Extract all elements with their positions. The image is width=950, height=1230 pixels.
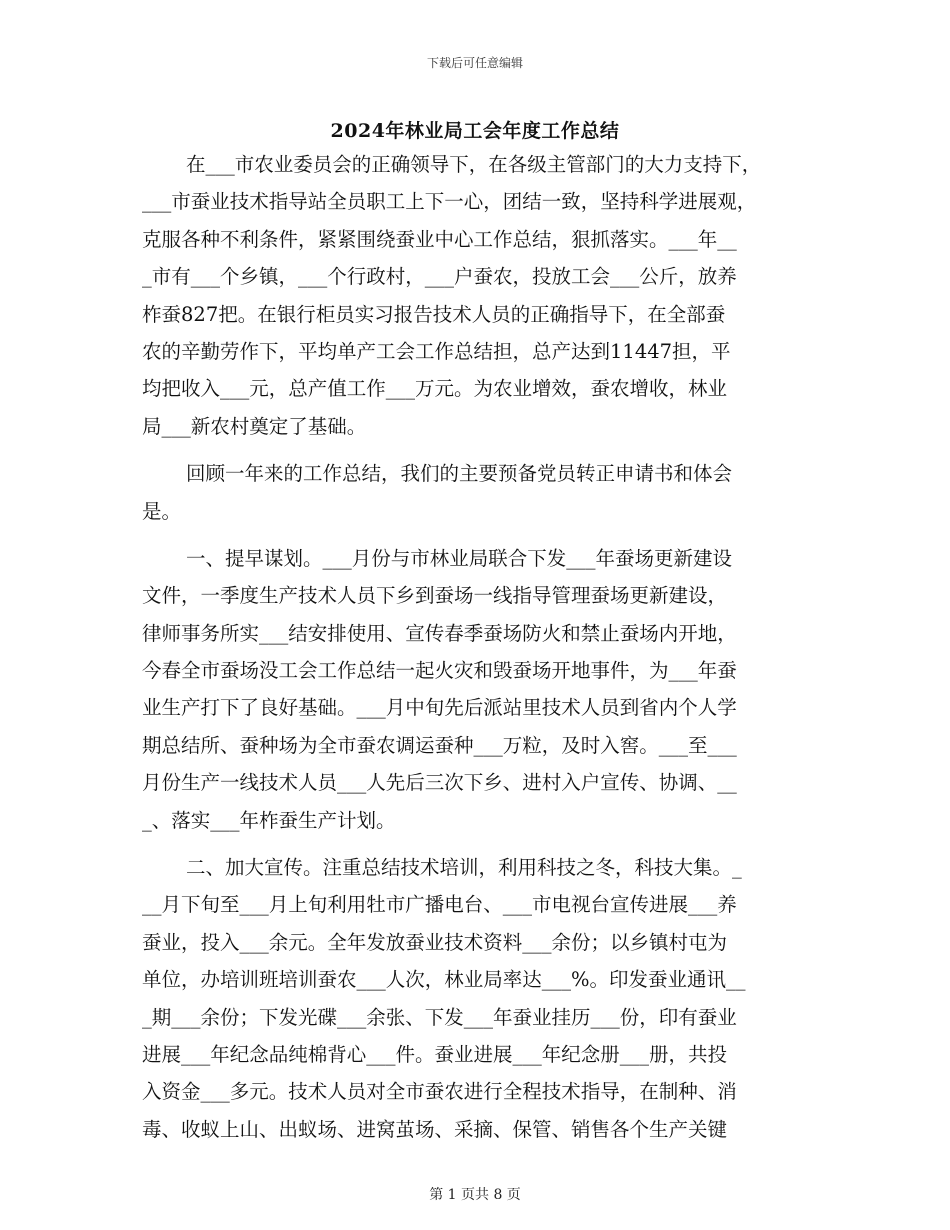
header-note: 下载后可任意编辑 [426, 56, 523, 70]
text-line: 今春全市蚕场没工会工作总结一起火灾和毁蚕场开地事件，为___年蚕 [142, 659, 737, 683]
text-line: 蚕业，投入___余元。全年发放蚕业技术资料___余份；以乡镇村屯为 [142, 930, 728, 954]
text-line: 月份生产一线技术人员___人先后三次下乡、进村入户宣传、协调、__ [142, 771, 737, 795]
text-line: 期总结所、蚕种场为全市蚕农调运蚕种___万粒，及时入窖。___至___ [142, 733, 737, 757]
document-body [142, 146, 810, 1148]
page-footer: 第 1 页共 8 页 [429, 1187, 521, 1203]
text-line: 文件，一季度生产技术人员下乡到蚕场一线指导管理蚕场更新建设， [142, 584, 728, 608]
paragraph-1 [142, 146, 810, 445]
text-line: 二、加大宣传。注重总结技术培训，利用科技之冬，科技大集。_ [186, 856, 742, 880]
text-line: 在___市农业委员会的正确领导下，在各级主管部门的大力支持下， [186, 153, 762, 176]
text-line: _市有___个乡镇，___个行政村，___户蚕农，投放工会___公斤，放养 [142, 265, 737, 289]
paragraph-3 [142, 540, 810, 839]
text-line: 克服各种不利条件，紧紧围绕蚕业中心工作总结，狠抓落实。___年__ [142, 227, 737, 251]
text-line: 入资金___多元。技术人员对全市蚕农进行全程技术指导，在制种、消 [142, 1080, 737, 1104]
document-title: 2024年林业局工会年度工作总结 [330, 120, 620, 142]
text-line: 农的辛勤劳作下，平均单产工会工作总结担，总产达到11447担，平 [142, 339, 731, 363]
text-line: 进展___年纪念品纯棉背心___件。蚕业进展___年纪念册___册，共投 [142, 1042, 728, 1066]
text-line: ___市蚕业技术指导站全员职工上下一心，团结一致，坚持科学进展观， [142, 190, 757, 214]
text-line: 一、提早谋划。___月份与市林业局联合下发___年蚕场更新建设 [186, 546, 733, 570]
paragraph-2 [142, 455, 810, 530]
text-line: 律师事务所实___结安排使用、宣传春季蚕场防火和禁止蚕场内开地， [142, 621, 737, 645]
text-line: 局___新农村奠定了基础。 [142, 414, 367, 438]
text-line: 均把收入___元，总产值工作___万元。为农业增效，蚕农增收，林业 [142, 377, 728, 401]
text-line: 单位，办培训班培训蚕农___人次，林业局率达___%。印发蚕业通讯__ [142, 968, 746, 992]
text-line: 是。 [142, 499, 182, 523]
text-line: 业生产打下了良好基础。___月中旬先后派站里技术人员到省内个人学 [142, 696, 737, 720]
text-line: _期___余份；下发光碟___余张、下发___年蚕业挂历___份，印有蚕业 [142, 1005, 737, 1029]
text-line: _、落实___年柞蚕生产计划。 [142, 808, 396, 832]
text-line: __月下旬至___月上旬利用牡市广播电台、___市电视台宣传进展___养 [142, 893, 737, 917]
paragraph-4 [142, 849, 810, 1148]
text-line: 柞蚕827把。在银行柜员实习报告技术人员的正确指导下，在全部蚕 [142, 302, 726, 326]
text-line: 回顾一年来的工作总结，我们的主要预备党员转正申请书和体会 [186, 462, 733, 486]
text-line: 毒、收蚁上山、出蚁场、进窝茧场、采摘、保管、销售各个生产关键 [142, 1117, 728, 1141]
